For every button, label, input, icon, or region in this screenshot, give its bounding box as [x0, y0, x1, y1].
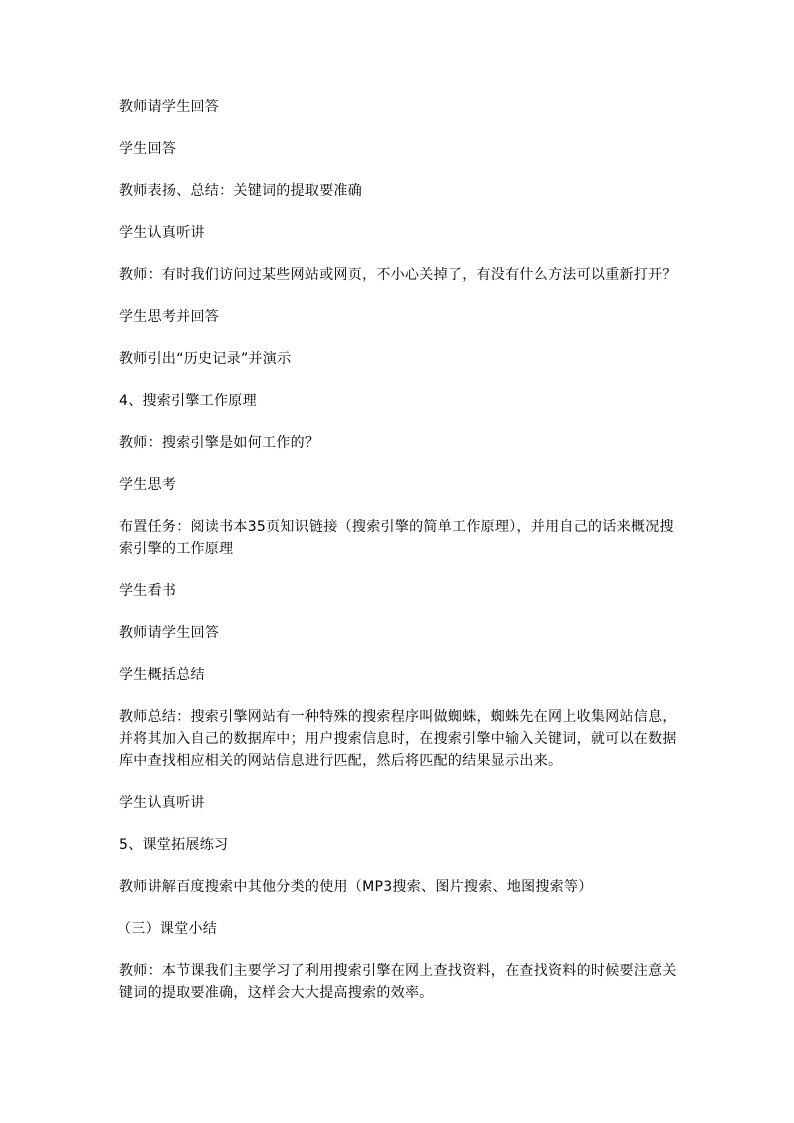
paragraph-teacher-asks-2: 教师请学生回答 — [119, 625, 220, 641]
paragraph-student-thinks-answers: 学生思考并回答 — [119, 309, 220, 325]
section-heading-extension-practice: 5、课堂拓展练习 — [119, 837, 229, 853]
paragraph-student-summarizes: 学生概括总结 — [119, 667, 205, 683]
paragraph-teacher-demo-history: 教师引出“历史记录”并演示 — [119, 351, 292, 367]
paragraph-student-reads: 学生看书 — [119, 583, 177, 599]
paragraph-teacher-explains-baidu: 教师讲解百度搜索中其他分类的使用（MP3搜索、图片搜索、地图搜索等） — [119, 879, 593, 895]
paragraph-assign-task: 布置任务：阅读书本35页知识链接（搜索引擎的简单工作原理），并用自己的话来概况搜索引擎的工作原理 — [119, 519, 674, 557]
paragraph-student-listens-2: 学生认真听讲 — [119, 795, 205, 811]
paragraph-student-thinks: 学生思考 — [119, 477, 177, 493]
section-heading-search-engine-principle: 4、搜索引擎工作原理 — [119, 393, 257, 409]
paragraph-teacher-question-history: 教师：有时我们访问过某些网站或网页，不小心关掉了，有没有什么方法可以重新打开？ — [119, 267, 677, 283]
section-heading-class-summary: （三）课堂小结 — [117, 921, 218, 937]
paragraph-student-answers: 学生回答 — [119, 141, 177, 157]
paragraph-student-listens: 学生认真听讲 — [119, 225, 205, 241]
paragraph-teacher-summary-keywords: 教师表扬、总结：关键词的提取要准确 — [119, 183, 363, 199]
paragraph-teacher-how-works: 教师：搜索引擎是如何工作的？ — [119, 435, 320, 451]
paragraph-teacher-closing: 教师：本节课我们主要学习了利用搜索引擎在网上查找资料，在查找资料的时候要注意关键词的提取要准确，这样会大大提高搜索的效率。 — [119, 963, 677, 1001]
document-body — [119, 96, 679, 1024]
paragraph-teacher-summary-spider: 教师总结：搜索引擎网站有一种特殊的搜索程序叫做蜘蛛，蜘蛛先在网上收集网站信息，并将其加入自己的数据库中；用户搜索信息时，在搜索引擎中输入关键词，就可以在数据库中查找相应相关的网站信息进行匹配，然后将匹配的结果显示出来。 — [119, 709, 677, 769]
paragraph-teacher-asks: 教师请学生回答 — [119, 99, 220, 115]
